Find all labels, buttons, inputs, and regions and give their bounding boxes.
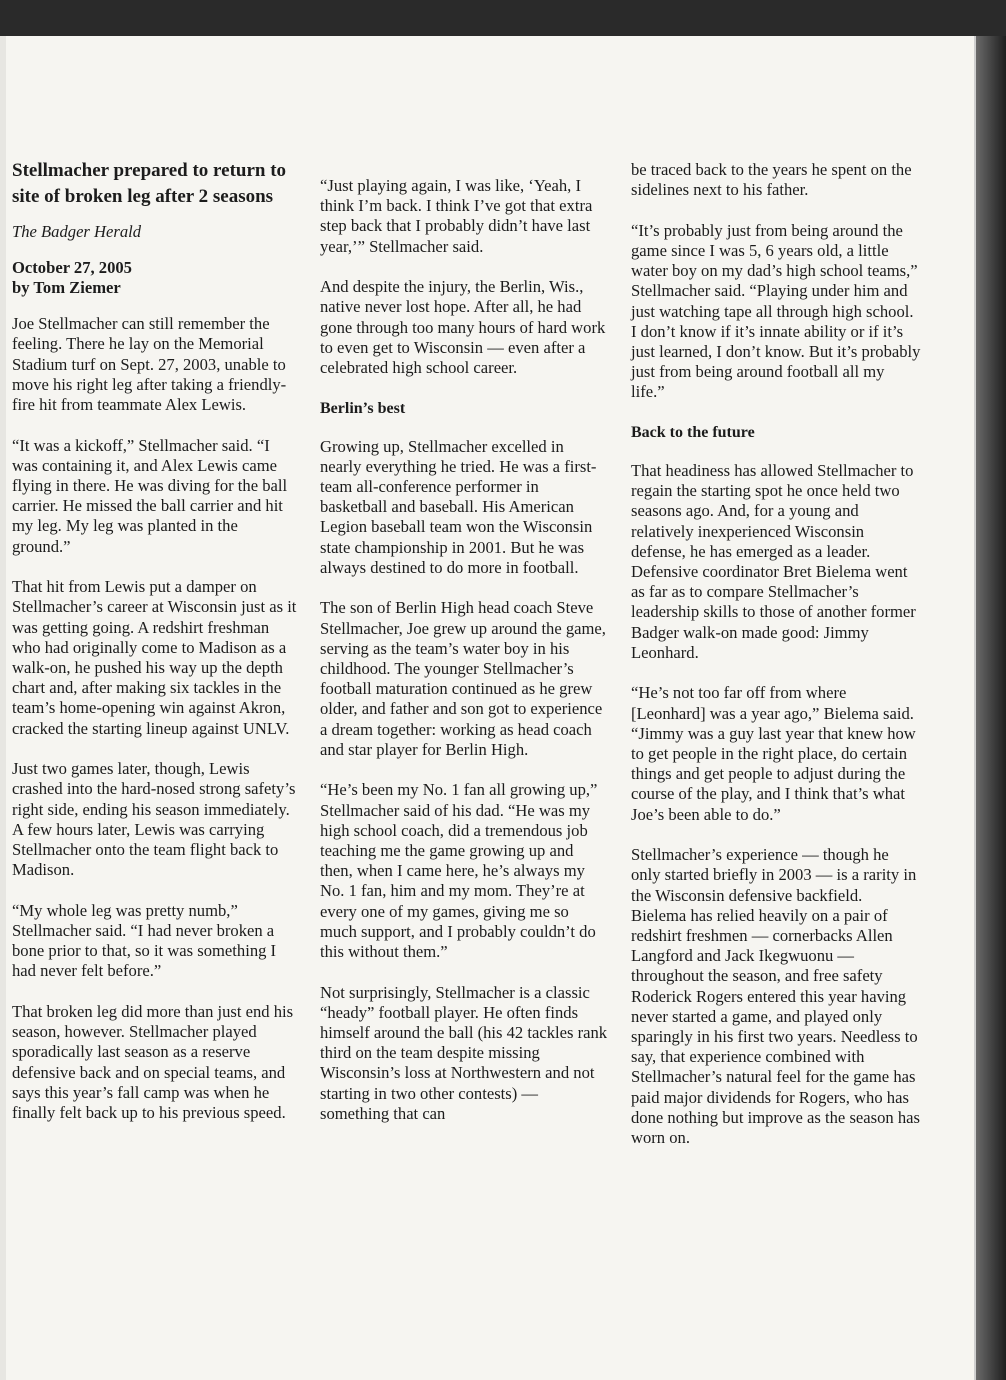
paragraph: That hit from Lewis put a damper on Stellmacher’s career at Wisconsin just as it was getting going. A redshirt freshman who had originally come to Madison as a walk-on, he pushed his way up the depth chart and, after making six tackles in the team’s home-opening win against Akron, cracked the starting lineup against UNLV. (12, 577, 297, 738)
paragraph: be traced back to the years he spent on the sidelines next to his father. (631, 160, 912, 200)
paragraph: “He’s not too far off from where [Leonhard] was a year ago,” Bielema said. “Jimmy was a guy last year that knew how to get people in the right place, do certain things and get people to adjust during the course of the play, and I think that’s what Joe’s been able to do.” (631, 683, 916, 824)
paragraph: The son of Berlin High head coach Steve Stellmacher, Joe grew up around the game, serving as the team’s water boy in his childhood. The younger Stellmacher’s football maturation continued as he grew older, and father and son got to experience a dream together: working as head coach and star player for Berlin High. (320, 598, 606, 759)
paragraph: Just two games later, though, Lewis crashed into the hard-nosed strong safety’s right side, ending his season immediately. A few hours later, Lewis was carrying Stellmacher onto the team flight back to Madison. (12, 759, 296, 880)
page-edge-shadow (976, 36, 1006, 1380)
paragraph: “It’s probably just from being around the game since I was 5, 6 years old, a little water boy on my dad’s high school teams,” Stellmacher said. “Playing under him and just watching tape all through high school. I don’t know if it’s innate ability or if it’s just learned, I don’t know. But it’s probably just from being around football all my life.” (631, 220, 921, 402)
paragraph: Joe Stellmacher can still remember the feeling. There he lay on the Memorial Stadium turf on Sept. 27, 2003, unable to move his right leg after taking a friendly-fire hit from teammate Alex Lewis. (12, 314, 287, 415)
paragraph: Growing up, Stellmacher excelled in nearly everything he tried. He was a first-team all-conference performer in basketball and baseball. His American Legion baseball team won the Wisconsin state championship in 2001. But he was always destined to do more in football. (320, 436, 597, 577)
column-1 (12, 158, 298, 1144)
article-title: Stellmacher prepared to return to site of broken leg after 2 seasons (12, 160, 287, 207)
article-source: The Badger Herald (12, 222, 142, 241)
paragraph: “Just playing again, I was like, ‘Yeah, I think I’m back. I think I’ve got that extra step back that I probably didn’t have last year,’” Stellmacher said. (320, 176, 593, 256)
paragraph: “My whole leg was pretty numb,” Stellmacher said. “I had never broken a bone prior to that, so it was something I had never felt before.” (12, 900, 277, 981)
article-date: October 27, 2005 (12, 258, 132, 278)
article-byline (12, 258, 298, 298)
section-heading: Back to the future (631, 424, 755, 442)
page-gutter (0, 36, 6, 1380)
column-3 (631, 160, 921, 1169)
section-heading: Berlin’s best (320, 399, 406, 417)
paragraph: That headiness has allowed Stellmacher to regain the starting spot he once held two seasons ago. And, for a young and relatively inexperienced Wisconsin defense, he has emerged as a leader. Defensive coordinator Bret Bielema went as far as to compare Stellmacher’s leadership skills to those of another former Badger walk-on made good: Jimmy Leonhard. (631, 461, 916, 662)
paragraph: That broken leg did more than just end his season, however. Stellmacher played sporadically last season as a reserve defensive back and on special teams, and says this year’s fall camp was when he finally felt back up to his previous speed. (12, 1002, 294, 1123)
paragraph: And despite the injury, the Berlin, Wis., native never lost hope. After all, he had gone through too many hours of hard work to even get to Wisconsin — even after a celebrated high school career. (320, 277, 606, 378)
paragraph: Not surprisingly, Stellmacher is a classic “heady” football player. He often finds himself around the ball (his 42 tackles rank third on the team despite missing Wisconsin’s loss at Northwestern and not starting in two other contests) — something that can (320, 982, 608, 1123)
column-2 (320, 176, 608, 1144)
paragraph: Stellmacher’s experience — though he only started briefly in 2003 — is a rarity in the Wisconsin defensive backfield. Bielema has relied heavily on a pair of redshirt freshmen — cornerbacks Allen Langford and Jack Ikegwuonu — throughout the season, and free safety Roderick Rogers entered this year having never started a game, and played only sparingly in his first two years. Needless to say, that experience combined with Stellmacher’s natural feel for the game has paid major dividends for Rogers, who has done nothing but improve as the season has worn on. (631, 845, 920, 1148)
paragraph: “It was a kickoff,” Stellmacher said. “I was containing it, and Alex Lewis came flying in there. He was diving for the ball carrier. He missed the ball carrier and hit my leg. My leg was planted in the ground.” (12, 435, 288, 556)
article-author: by Tom Ziemer (12, 278, 121, 298)
paragraph: “He’s been my No. 1 fan all growing up,” Stellmacher said of his dad. “He was my high school coach, did a tremendous job teaching me the game growing up and then, when I came here, he’s always my No. 1 fan, him and my mom. They’re at every one of my games, giving me so much support, and I probably couldn’t do this without them.” (320, 780, 598, 962)
